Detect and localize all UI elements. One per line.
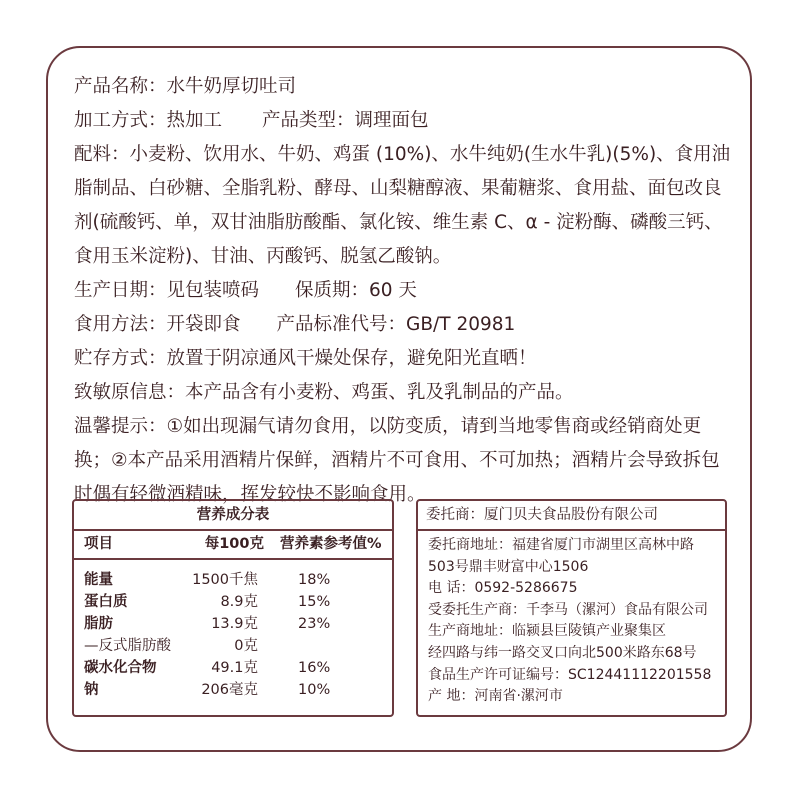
- nutrient-name: 蛋白质: [84, 594, 128, 610]
- process-method: 加工方式：热加工: [74, 110, 223, 131]
- process-type-line: [74, 104, 734, 138]
- nutrient-value: 49.1克: [211, 660, 258, 676]
- nutrient-nrv: 15%: [298, 594, 331, 610]
- table-row: [74, 569, 392, 591]
- warm-tips: 温馨提示：①如出现漏气请勿食用，以防变质，请到当地零售商或经销商处更换；②本产品采用酒精片保鲜，酒精片不可食用、不可加热；酒精片会导致拆包时偶有轻微酒精味，挥发较快不影响食用。: [74, 416, 720, 505]
- client-address: 委托商地址：福建省厦门市湖里区高林中路: [428, 537, 694, 553]
- shelf-life: 保质期：60 天: [295, 280, 417, 301]
- product-standard: 产品标准代号：GB/T 20981: [276, 314, 516, 335]
- label-text-block: [74, 70, 734, 512]
- nutrition-header-row: [74, 531, 392, 560]
- phone: 电 话：0592-5286675: [428, 580, 578, 597]
- nutrition-title: 营养成分表: [74, 501, 392, 531]
- table-row: [74, 613, 392, 635]
- usage-method: 食用方法：开袋即食: [74, 314, 241, 335]
- client-address-cont: 503号鼎丰财富中心1506: [428, 558, 589, 575]
- manufacturer-details: [418, 531, 725, 708]
- nutrient-name: 碳水化合物: [84, 660, 157, 676]
- product-name: 产品名称：水牛奶厚切吐司: [74, 76, 297, 97]
- nutrient-value: 0克: [234, 638, 258, 654]
- nutrient-name: 钠: [84, 682, 99, 698]
- table-row: [74, 591, 392, 613]
- nutrient-name: 脂肪: [84, 616, 113, 632]
- manufacturer-title: 委托商：厦门贝夫食品股份有限公司: [418, 501, 725, 531]
- header-nrv: 营养素参考值%: [280, 536, 382, 552]
- usage-standard-line: [74, 308, 734, 342]
- nutrient-nrv: 23%: [298, 616, 331, 632]
- nutrient-name: 能量: [84, 572, 113, 588]
- product-type: 产品类型：调理面包: [262, 110, 429, 131]
- production-date: 生产日期：见包装喷码: [74, 280, 260, 301]
- date-shelf-line: [74, 274, 734, 308]
- nutrient-value: 1500千焦: [192, 572, 258, 588]
- table-row: [74, 657, 392, 679]
- producer-address-cont: 经四路与纬一路交叉口向北500米路东68号: [428, 644, 697, 661]
- table-row: [74, 635, 392, 657]
- nutrition-rows: [74, 560, 392, 701]
- producer: 受委托生产商：千李马（漯河）食品有限公司: [428, 601, 708, 618]
- nutrient-value: 13.9克: [211, 616, 258, 632]
- producer-address: 生产商地址：临颍县巨陵镇产业聚集区: [428, 623, 666, 640]
- header-per-100g: 每100克: [204, 536, 264, 552]
- nutrient-value: 206毫克: [201, 682, 258, 698]
- manufacturer-box: [416, 499, 727, 717]
- license-number: 食品生产许可证编号：SC12441112201558: [428, 666, 712, 683]
- nutrient-nrv: 10%: [298, 682, 331, 698]
- nutrition-table: [72, 499, 394, 717]
- nutrient-value: 8.9克: [220, 594, 258, 610]
- ingredients: 配料：小麦粉、饮用水、牛奶、鸡蛋 (10%)、水牛纯奶(生水牛乳)(5%)、食用油脂制品、白砂糖、全脂乳粉、酵母、山梨糖醇液、果葡糖浆、食用盐、面包改良剂(硫酸钙、单，双甘油脂肪酸酯、氯化铵、维生素 C、α - 淀粉酶、磷酸三钙、食用玉米淀粉)、甘油、丙酸钙、脱氢乙酸钠。: [74, 144, 731, 267]
- nutrient-name: —反式脂肪酸: [84, 638, 171, 654]
- nutrient-nrv: 16%: [298, 660, 331, 676]
- table-row: [74, 679, 392, 701]
- header-item: 项目: [84, 536, 113, 552]
- origin: 产 地：河南省·漯河市: [428, 688, 563, 705]
- storage-method: 贮存方式：放置于阴凉通风干燥处保存，避免阳光直晒！: [74, 348, 537, 369]
- allergen-info: 致敏原信息：本产品含有小麦粉、鸡蛋、乳及乳制品的产品。: [74, 382, 574, 403]
- nutrient-nrv: 18%: [298, 572, 331, 588]
